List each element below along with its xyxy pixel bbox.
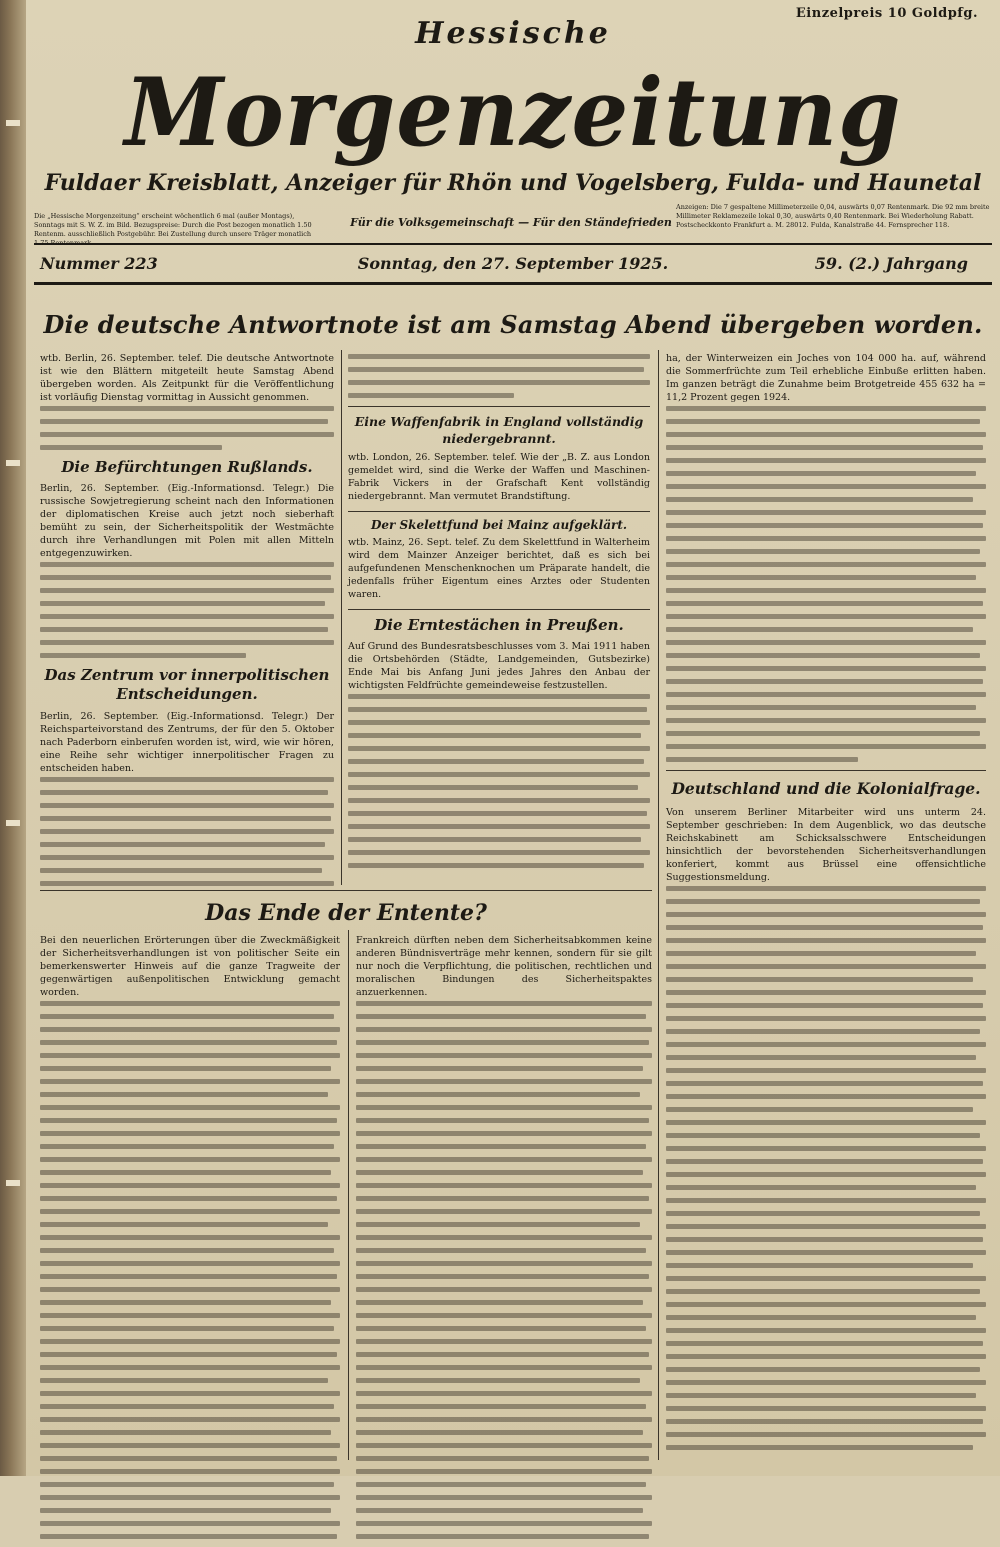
price-label: Einzelpreis 10 Goldpfg. xyxy=(795,6,978,21)
binding-tab xyxy=(6,120,20,126)
article-ernte-lead: Auf Grund des Bundesratsbeschlusses vom 3. Mai 1911 haben die Ortsbehörden (Städte, Landgemeinden, Gutsbezirke) Ende Mai bis Anfang Juni jedes Jahres den Anbau der wichtigsten Feldfrüchte gemeindeweise festzustellen. xyxy=(348,641,650,691)
column-left xyxy=(40,352,334,894)
newspaper-page xyxy=(26,0,1000,1476)
article-russland-lead: Berlin, 26. September. (Eig.-Informationsd. Telegr.) Die russische Sowjetregierung scheint nach den Informationen der diplomatischen Kreise auch jetzt noch sieberhaft bemüht zu sein, der Sicherheitspolitik der Westmächte durch ihre Verhandlungen mit Polen mit allen Mitteln entgegenzuwirken. xyxy=(40,483,334,559)
masthead-title: Morgenzeitung xyxy=(124,58,902,168)
column-divider xyxy=(341,350,342,885)
article-antwortnote-lead: wtb. Berlin, 26. September. telef. Die deutsche Antwortnote ist wie den Blättern mitgeteilt heute Samstag Abend übergeben worden. Als Zeitpunkt für die Veröffentlichung ist vorläufig Dienstag vormittag in Aussicht genommen. xyxy=(40,353,334,403)
section-rule xyxy=(348,406,650,407)
section-rule xyxy=(666,770,986,771)
article-skelett-lead: wtb. Mainz, 26. Sept. telef. Zu dem Skelettfund in Walterheim wird dem Mainzer Anzeiger berichtet, daß es sich bei aufgefundenen Menschenknochen um Präparate handelt, die jedenfalls früher Eigentum eines Arztes oder Studenten waren. xyxy=(348,537,650,600)
section-rule xyxy=(348,511,650,512)
article-skelett-headline: Der Skelettfund bei Mainz aufgeklärt. xyxy=(370,518,628,532)
motto: Für die Volksgemeinschaft — Für den Ständefrieden xyxy=(350,216,672,229)
article-waffen-headline: Eine Waffenfabrik in England vollständig niedergebrannt. xyxy=(354,414,644,446)
issue-date: Sonntag, den 27. September 1925. xyxy=(357,254,669,273)
subscription-info: Die „Hessische Morgenzeitung“ erscheint wöchentlich 6 mal (außer Montags), Sonntags mit S. W. Z. im Bild. Bezugspreise: Durch die Post bezogen monatlich 1.50 Rentenm. ausschließlich Postgebühr. Bei Zustellung durch unsere Träger monatlich xyxy=(34,212,312,238)
text-placeholder xyxy=(40,777,334,886)
column-divider xyxy=(348,930,349,1460)
binding-tab xyxy=(6,1180,20,1186)
article-waffen-lead: wtb. London, 26. September. telef. Wie der „B. Z. aus London gemeldet wird, sind die Werke der Waffen und Maschinen-Fabrik Vickers in der Grafschaft Kent vollständig niedergebrannt. Man vermutet Brandstiftung. xyxy=(348,452,650,502)
binding-tab xyxy=(6,820,20,826)
article-right-lead: ha, der Winterweizen ein Joches von 104 000 ha. auf, während die Sommerfrüchte zum Teil erhebliche Einbuße erlitten haben. Im ganzen beträgt die Zunahme beim Brotgetreide 455 632 ha = 11,2 Prozent gegen 1924. xyxy=(666,353,986,403)
text-placeholder xyxy=(348,354,650,398)
article-russland-headline: Die Befürchtungen Rußlands. xyxy=(61,458,313,476)
text-placeholder xyxy=(40,406,334,450)
advertising-info: Anzeigen: Die 7 gespaltene Millimeterzeile 0,04, auswärts 0,07 Rentenmark. Die 92 mm breite Millimeter Reklamezeile lokal 0,30, auswärts 0,40 Rentenmark. Bei Wiederholung Rabatt. Postscheckkonto Frankfurt a. M. 28012. Fulda, Kanalstraße 44. Fernsprecher 118. xyxy=(676,203,990,229)
text-placeholder xyxy=(348,694,650,868)
text-placeholder xyxy=(40,562,334,658)
column-right xyxy=(666,352,986,1458)
volume-year: 59. (2.) Jahrgang xyxy=(814,254,968,273)
text-placeholder xyxy=(666,406,986,762)
masthead-small-title: Hessische xyxy=(415,16,611,51)
text-placeholder xyxy=(40,1001,340,1539)
issue-number: Nummer 223 xyxy=(40,254,158,273)
masthead-subtitle: Fuldaer Kreisblatt, Anzeiger für Rhön und Vogelsberg, Fulda- und Haunetal xyxy=(44,170,982,196)
article-zentrum-headline: Das Zentrum vor innerpolitischen Entscheidungen. xyxy=(44,666,330,703)
article-entente-lead: Bei den neuerlichen Erörterungen über die Zweckmäßigkeit der Sicherheitsverhandlungen ist von politischer Seite ein bemerkenswerter Hinweis auf die ganze Tragweite der gegenwärtigen außenpolitischen Entwicklung gemacht worden. xyxy=(40,935,340,998)
text-placeholder xyxy=(356,1001,652,1539)
section-rule xyxy=(40,890,652,891)
article-kolonial-lead: Von unserem Berliner Mitarbeiter wird uns unterm 24. September geschrieben: In dem Augenblick, wo das deutsche Reichskabinett am Schicksalsschwere Entscheidungen hinsichtlich der bevorstehenden Sicherheitsverhandlungen konferiert, kommt aus Brüssel eine offensichtliche Suggestionsmeldung. xyxy=(666,807,986,883)
column-middle xyxy=(348,352,650,876)
masthead-rule xyxy=(34,243,992,245)
dateline-rule xyxy=(34,282,992,285)
column-entente-right xyxy=(356,934,652,1547)
article-zentrum-lead: Berlin, 26. September. (Eig.-Informationsd. Telegr.) Der Reichsparteivorstand des Zentrums, der für den 5. Oktober nach Paderborn einberufen worden ist, wird, wie wir hören, eine Reihe sehr wichtiger innerpolitischer Fragen zu entscheiden haben. xyxy=(40,711,334,774)
article-kolonial-headline: Deutschland und die Kolonialfrage. xyxy=(671,779,981,798)
binding-spine xyxy=(0,0,26,1476)
text-placeholder xyxy=(666,886,986,1450)
article-ernte-headline: Die Erntestächen in Preußen. xyxy=(374,616,624,634)
article-entente-continued: Frankreich dürften neben dem Sicherheitsabkommen keine anderen Bündnisverträge mehr kennen, sondern für sie gilt nur noch die Verpflichtung, die politischen, rechtlichen und moralischen Bindungen des Sicherheitspaktes anzuerkennen. xyxy=(356,935,652,998)
column-divider xyxy=(658,350,659,1460)
binding-tab xyxy=(6,460,20,466)
section-rule xyxy=(348,609,650,610)
column-entente-left xyxy=(40,934,340,1547)
article-entente-headline: Das Ende der Entente? xyxy=(205,900,487,926)
main-headline: Die deutsche Antwortnote ist am Samstag Abend übergeben worden. xyxy=(43,310,983,339)
